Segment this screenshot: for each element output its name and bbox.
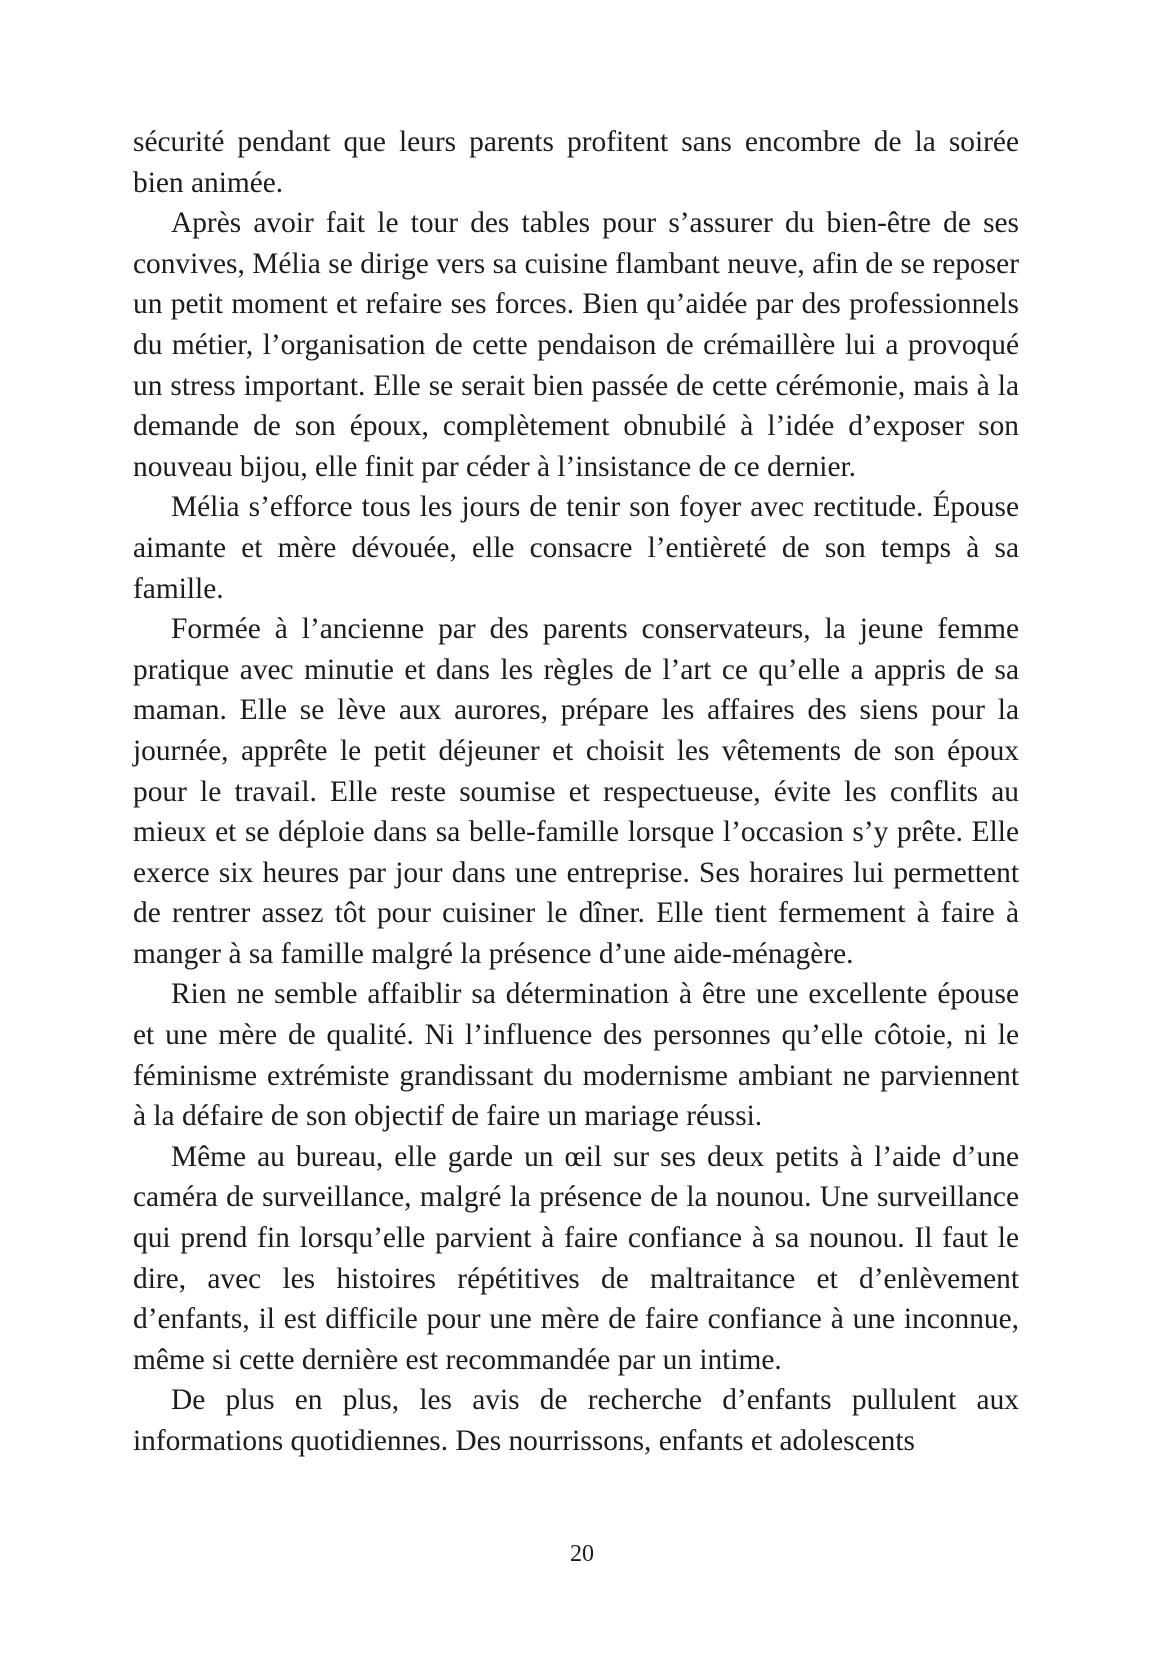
page-body-text bbox=[133, 122, 1019, 1462]
page-number: 20 bbox=[570, 1541, 594, 1567]
paragraph: Même au bureau, elle garde un œil sur ses deux petits à l’aide d’une caméra de surveillance, malgré la présence de la nounou. Une surveillance qui prend fin lorsqu’elle parvient à faire confiance à sa nounou. Il faut le dire, avec les histoires répétitives de maltraitance et d’enlèvement d’enfants, il est difficile pour une mère de faire confiance à une inconnue, même si cette dernière est recommandée par un intime. bbox=[133, 1140, 1019, 1376]
paragraph-continuation: sécurité pendant que leurs parents profitent sans encombre de la soirée bien animée. bbox=[133, 126, 1019, 199]
paragraph: Formée à l’ancienne par des parents conservateurs, la jeune femme pratique avec minutie et dans les règles de l’art ce qu’elle a appris de sa maman. Elle se lève aux aurores, prépare les affaires des siens pour la journée, apprête le petit déjeuner et choisit les vêtements de son époux pour le travail. Elle reste soumise et respectueuse, évite les conflits au mieux et se déploie dans sa belle-famille lorsque l’occasion s’y prête. Elle exerce six heures par jour dans une entreprise. Ses horaires lui permettent de rentrer assez tôt pour cuisiner le dîner. Elle tient fermement à faire à manger à sa famille malgré la présence d’une aide-ménagère. bbox=[133, 613, 1019, 970]
paragraph: Rien ne semble affaiblir sa détermination à être une excellente épouse et une mère de qualité. Ni l’influence des personnes qu’elle côtoie, ni le féminisme extrémiste grandissant du modernisme ambiant ne parviennent à la défaire de son objectif de faire un mariage réussi. bbox=[133, 978, 1019, 1133]
paragraph: Mélia s’efforce tous les jours de tenir son foyer avec rectitude. Épouse aimante et mère dévouée, elle consacre l’entièreté de son temps à sa famille. bbox=[133, 491, 1019, 605]
paragraph-truncated: De plus en plus, les avis de recherche d’enfants pullulent aux informations quotidiennes. Des nourrissons, enfants et adolescents bbox=[133, 1384, 1019, 1457]
paragraph: Après avoir fait le tour des tables pour s’assurer du bien-être de ses convives, Mélia se dirige vers sa cuisine flambant neuve, afin de se reposer un petit moment et refaire ses forces. Bien qu’aidée par des professionnels du métier, l’organisation de cette pendaison de crémaillère lui a provoqué un stress important. Elle se serait bien passée de cette cérémonie, mais à la demande de son époux, complètement obnubilé à l’idée d’exposer son nouveau bijou, elle finit par céder à l’insistance de ce dernier. bbox=[133, 207, 1019, 483]
